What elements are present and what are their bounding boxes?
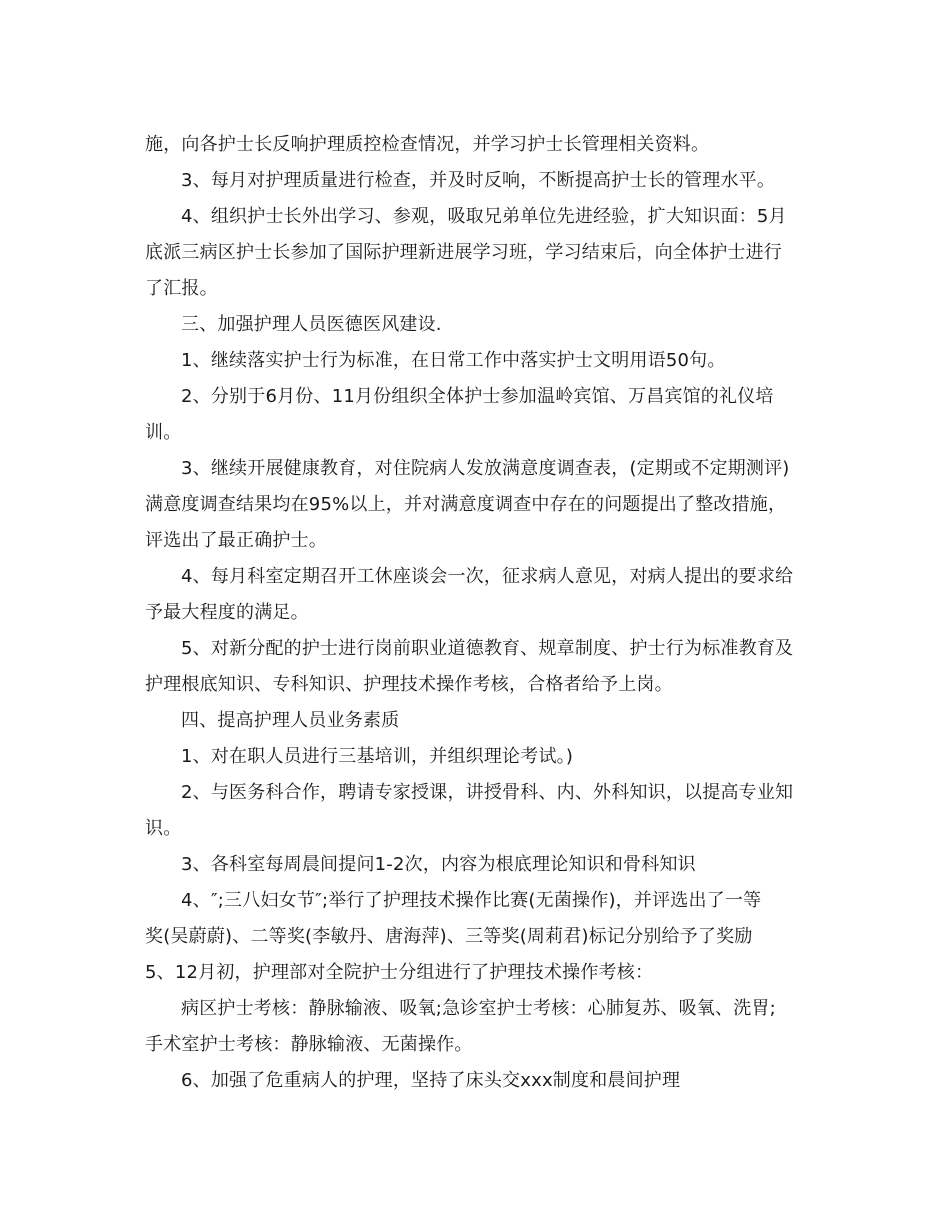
- text-line: 2、与医务科合作，聘请专家授课，讲授骨科、内、外科知识，以提高专业知: [181, 782, 794, 803]
- text-line: 1、继续落实护士行为标准，在日常工作中落实护士文明用语50句。: [181, 350, 726, 371]
- text-line: 5、对新分配的护士进行岗前职业道德教育、规章制度、护士行为标准教育及: [181, 638, 794, 659]
- text-line: 护理根底知识、专科知识、护理技术操作考核，合格者给予上岗。: [145, 674, 673, 695]
- text-line: 满意度调查结果均在95%以上，并对满意度调查中存在的问题提出了整改措施，: [145, 494, 787, 515]
- text-line: 4、每月科室定期召开工休座谈会一次，征求病人意见，对病人提出的要求给: [181, 566, 794, 587]
- text-line: 3、各科室每周晨间提问1-2次，内容为根底理论知识和骨科知识: [181, 854, 696, 875]
- text-line: 4、组织护士长外出学习、参观，吸取兄弟单位先进经验，扩大知识面：5月: [181, 206, 787, 227]
- document-body: [145, 127, 825, 1099]
- text-line: 1、对在职人员进行三基培训，并组织理论考试。): [181, 746, 574, 767]
- text-line: 了汇报。: [145, 278, 218, 299]
- text-line: 予最大程度的满足。: [145, 602, 309, 623]
- text-line: 2、分别于6月份、11月份组织全体护士参加温岭宾馆、万昌宾馆的礼仪培: [181, 386, 774, 407]
- text-line: 6、加强了危重病人的护理，坚持了床头交xxx制度和晨间护理: [181, 1070, 681, 1091]
- text-line: 奖(吴蔚蔚)、二等奖(李敏丹、唐海萍)、三等奖(周莉君)标记分别给予了奖励: [145, 926, 753, 947]
- text-line: 施，向各护士长反响护理质控检查情况，并学习护士长管理相关资料。: [145, 134, 710, 155]
- text-line: 评选出了最正确护士。: [145, 530, 327, 551]
- text-line: 手术室护士考核：静脉输液、无菌操作。: [145, 1034, 473, 1055]
- text-line: 3、继续开展健康教育，对住院病人发放满意度调查表，(定期或不定期测评): [181, 458, 790, 479]
- text-line: 训。: [145, 422, 182, 443]
- text-line: 3、每月对护理质量进行检查，并及时反响，不断提高护士长的管理水平。: [181, 170, 776, 191]
- text-line: 识。: [145, 818, 182, 839]
- text-line: 底派三病区护士长参加了国际护理新进展学习班，学习结束后，向全体护士进行: [145, 242, 782, 263]
- text-line: 四、提高护理人员业务素质: [181, 710, 400, 731]
- text-line: 病区护士考核：静脉输液、吸氧;急诊室护士考核：心肺复苏、吸氧、洗胃;: [181, 998, 776, 1019]
- text-line: 三、加强护理人员医德医风建设.: [181, 314, 442, 335]
- text-line: 4、″;三八妇女节″;举行了护理技术操作比赛(无菌操作)，并评选出了一等: [181, 890, 762, 911]
- text-line: 5、12月初，护理部对全院护士分组进行了护理技术操作考核：: [145, 962, 654, 983]
